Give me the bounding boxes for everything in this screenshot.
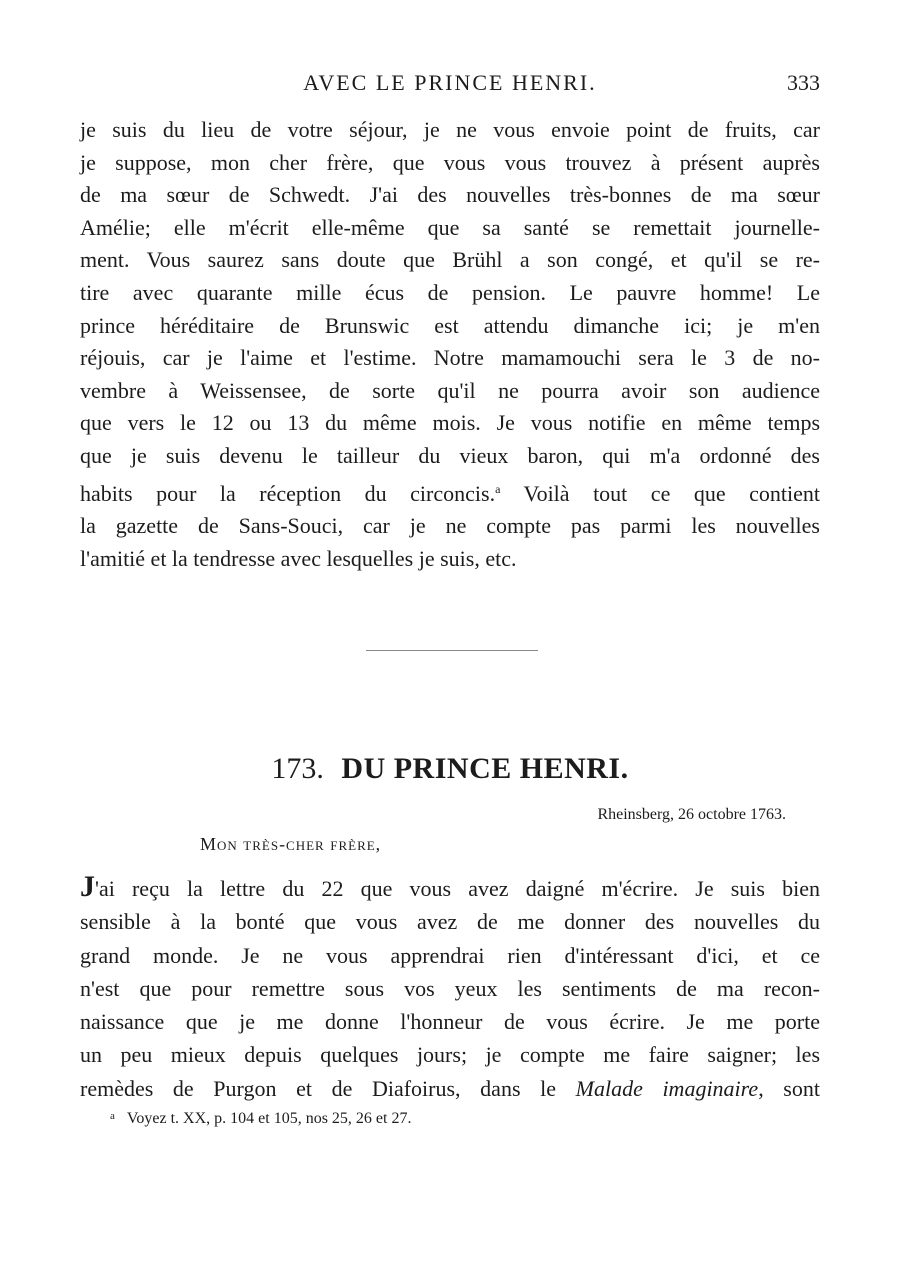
text-line: n'est que pour remettre sous vos yeux les sentiments de ma recon- <box>80 975 820 1001</box>
italic-title: Malade imaginaire <box>575 1075 759 1101</box>
previous-letter-continuation <box>80 114 820 575</box>
text-line: la gazette de Sans-Souci, car je ne compte pas parmi les nouvelles <box>80 513 820 539</box>
text-line-with-italic <box>80 1072 820 1105</box>
text-line: grand monde. Je ne vous apprendrai rien d'intéressant d'ici, et ce <box>80 942 820 968</box>
text-fragment: , sont <box>758 1075 820 1101</box>
drop-cap: J <box>80 870 95 903</box>
running-head-title: AVEC LE PRINCE HENRI. <box>303 70 597 95</box>
text-line: que je suis devenu le tailleur du vieux baron, qui m'a ordonné des <box>80 442 820 468</box>
text-line: sensible à la bonté que vous avez de me donner des nouvelles du <box>80 909 820 935</box>
text-fragment: habits pour la réception du circoncis. <box>80 480 496 506</box>
salutation: Mon très-cher frère, <box>200 834 382 854</box>
footnote-mark: a <box>110 1110 115 1122</box>
page-number: 333 <box>787 70 820 95</box>
section-divider <box>366 650 538 651</box>
letter-heading <box>80 752 820 786</box>
dateline: Rheinsberg, 26 octobre 1763. <box>597 806 786 823</box>
text-line: je suis du lieu de votre séjour, je ne vous envoie point de fruits, car <box>80 117 820 142</box>
text-line-with-dropcap <box>80 870 820 905</box>
text-line: réjouis, car je l'aime et l'estime. Notre mamamouchi sera le 3 de no- <box>80 345 820 371</box>
text-line: prince héréditaire de Brunswic est attendu dimanche ici; je m'en <box>80 312 820 338</box>
text-line: naissance que je me donne l'honneur de vous écrire. Je me porte <box>80 1009 820 1035</box>
text-line: un peu mieux depuis quelques jours; je compte me faire saigner; les <box>80 1042 820 1068</box>
text-fragment: remèdes de Purgon et de Diafoirus, dans le <box>80 1075 576 1101</box>
text-line: ment. Vous saurez sans doute que Brühl a son congé, et qu'il se re- <box>80 247 820 273</box>
letter-title: DU PRINCE HENRI. <box>341 752 629 785</box>
footnote-reference: a <box>495 481 501 496</box>
letter-number: 173. <box>271 752 324 785</box>
text-fragment: 'ai reçu la lettre du 22 que vous avez daigné m'écrire. Je suis bien <box>95 876 820 901</box>
running-head <box>80 70 820 100</box>
text-line: Amélie; elle m'écrit elle-même que sa santé se remettait journelle- <box>80 214 820 240</box>
letter-body <box>80 870 820 1105</box>
text-line: tire avec quarante mille écus de pension. Le pauvre homme! Le <box>80 279 820 305</box>
text-line: vembre à Weissensee, de sorte qu'il ne pourra avoir son audience <box>80 377 820 403</box>
text-line: je suppose, mon cher frère, que vous vous trouvez à présent auprès <box>80 149 820 175</box>
text-line: de ma sœur de Schwedt. J'ai des nouvelles très-bonnes de ma sœur <box>80 182 820 208</box>
text-line: l'amitié et la tendresse avec lesquelles je suis, etc. <box>80 545 517 571</box>
footnote-text: Voyez t. XX, p. 104 et 105, nos 25, 26 et 27. <box>126 1110 412 1127</box>
text-line-with-footnote-ref <box>80 473 820 511</box>
footnote <box>110 1110 411 1128</box>
text-fragment: Voilà tout ce que contient <box>500 480 820 506</box>
text-line: que vers le 12 ou 13 du même mois. Je vous notifie en même temps <box>80 410 820 436</box>
